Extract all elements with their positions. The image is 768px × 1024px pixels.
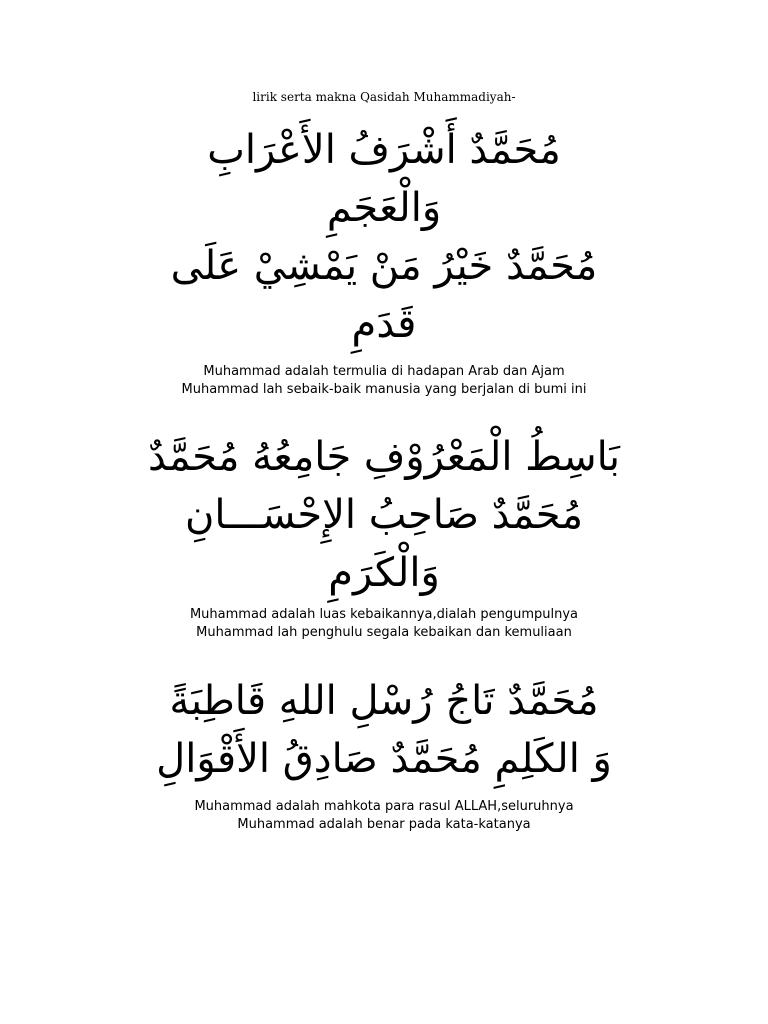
translation-line: Muhammad lah sebaik-baik manusia yang berjalan di bumi ini — [181, 382, 587, 397]
arabic-line: بَاسِطُ الْمَعْرُوْفِ جَامِعُهُ مُحَمَّدٌ — [148, 434, 620, 480]
stanza-2-translation — [0, 606, 768, 642]
translation-line: Muhammad lah penghulu segala kebaikan dan kemuliaan — [196, 625, 572, 640]
stanza-1-arabic — [84, 121, 684, 353]
page-heading: lirik serta makna Qasidah Muhammadiyah- — [252, 90, 516, 104]
stanza-1-translation — [0, 363, 768, 399]
translation-line: Muhammad adalah benar pada kata-katanya — [237, 817, 531, 832]
arabic-line: مُحَمَّدٌ أَشْرَفُ الأَعْرَابِ — [207, 127, 561, 173]
stanza-3-translation — [0, 798, 768, 834]
arabic-line: وَ الكَلِمِ مُحَمَّدٌ صَادِقُ الأَقْوَالِ — [156, 736, 612, 782]
stanza-3-arabic — [84, 672, 684, 788]
stanza-2-arabic — [84, 428, 684, 602]
arabic-line: وَالْكَرَمِ — [328, 550, 440, 596]
arabic-line: وَالْعَجَمِ — [326, 185, 442, 231]
translation-line: Muhammad adalah mahkota para rasul ALLAH,seluruhnya — [194, 799, 574, 814]
translation-line: Muhammad adalah termulia di hadapan Arab dan Ajam — [203, 364, 565, 379]
arabic-line: مُحَمَّدٌ خَيْرُ مَنْ يَمْشِيْ عَلَى — [170, 243, 598, 289]
arabic-line: مُحَمَّدٌ تَاجُ رُسْلِ اللهِ قَاطِبَةً — [169, 678, 599, 724]
arabic-line: مُحَمَّدٌ صَاحِبُ الإِحْسَـــانِ — [184, 492, 583, 538]
translation-line: Muhammad adalah luas kebaikannya,dialah pengumpulnya — [189, 607, 579, 622]
arabic-line: قَدَمِ — [351, 301, 417, 347]
